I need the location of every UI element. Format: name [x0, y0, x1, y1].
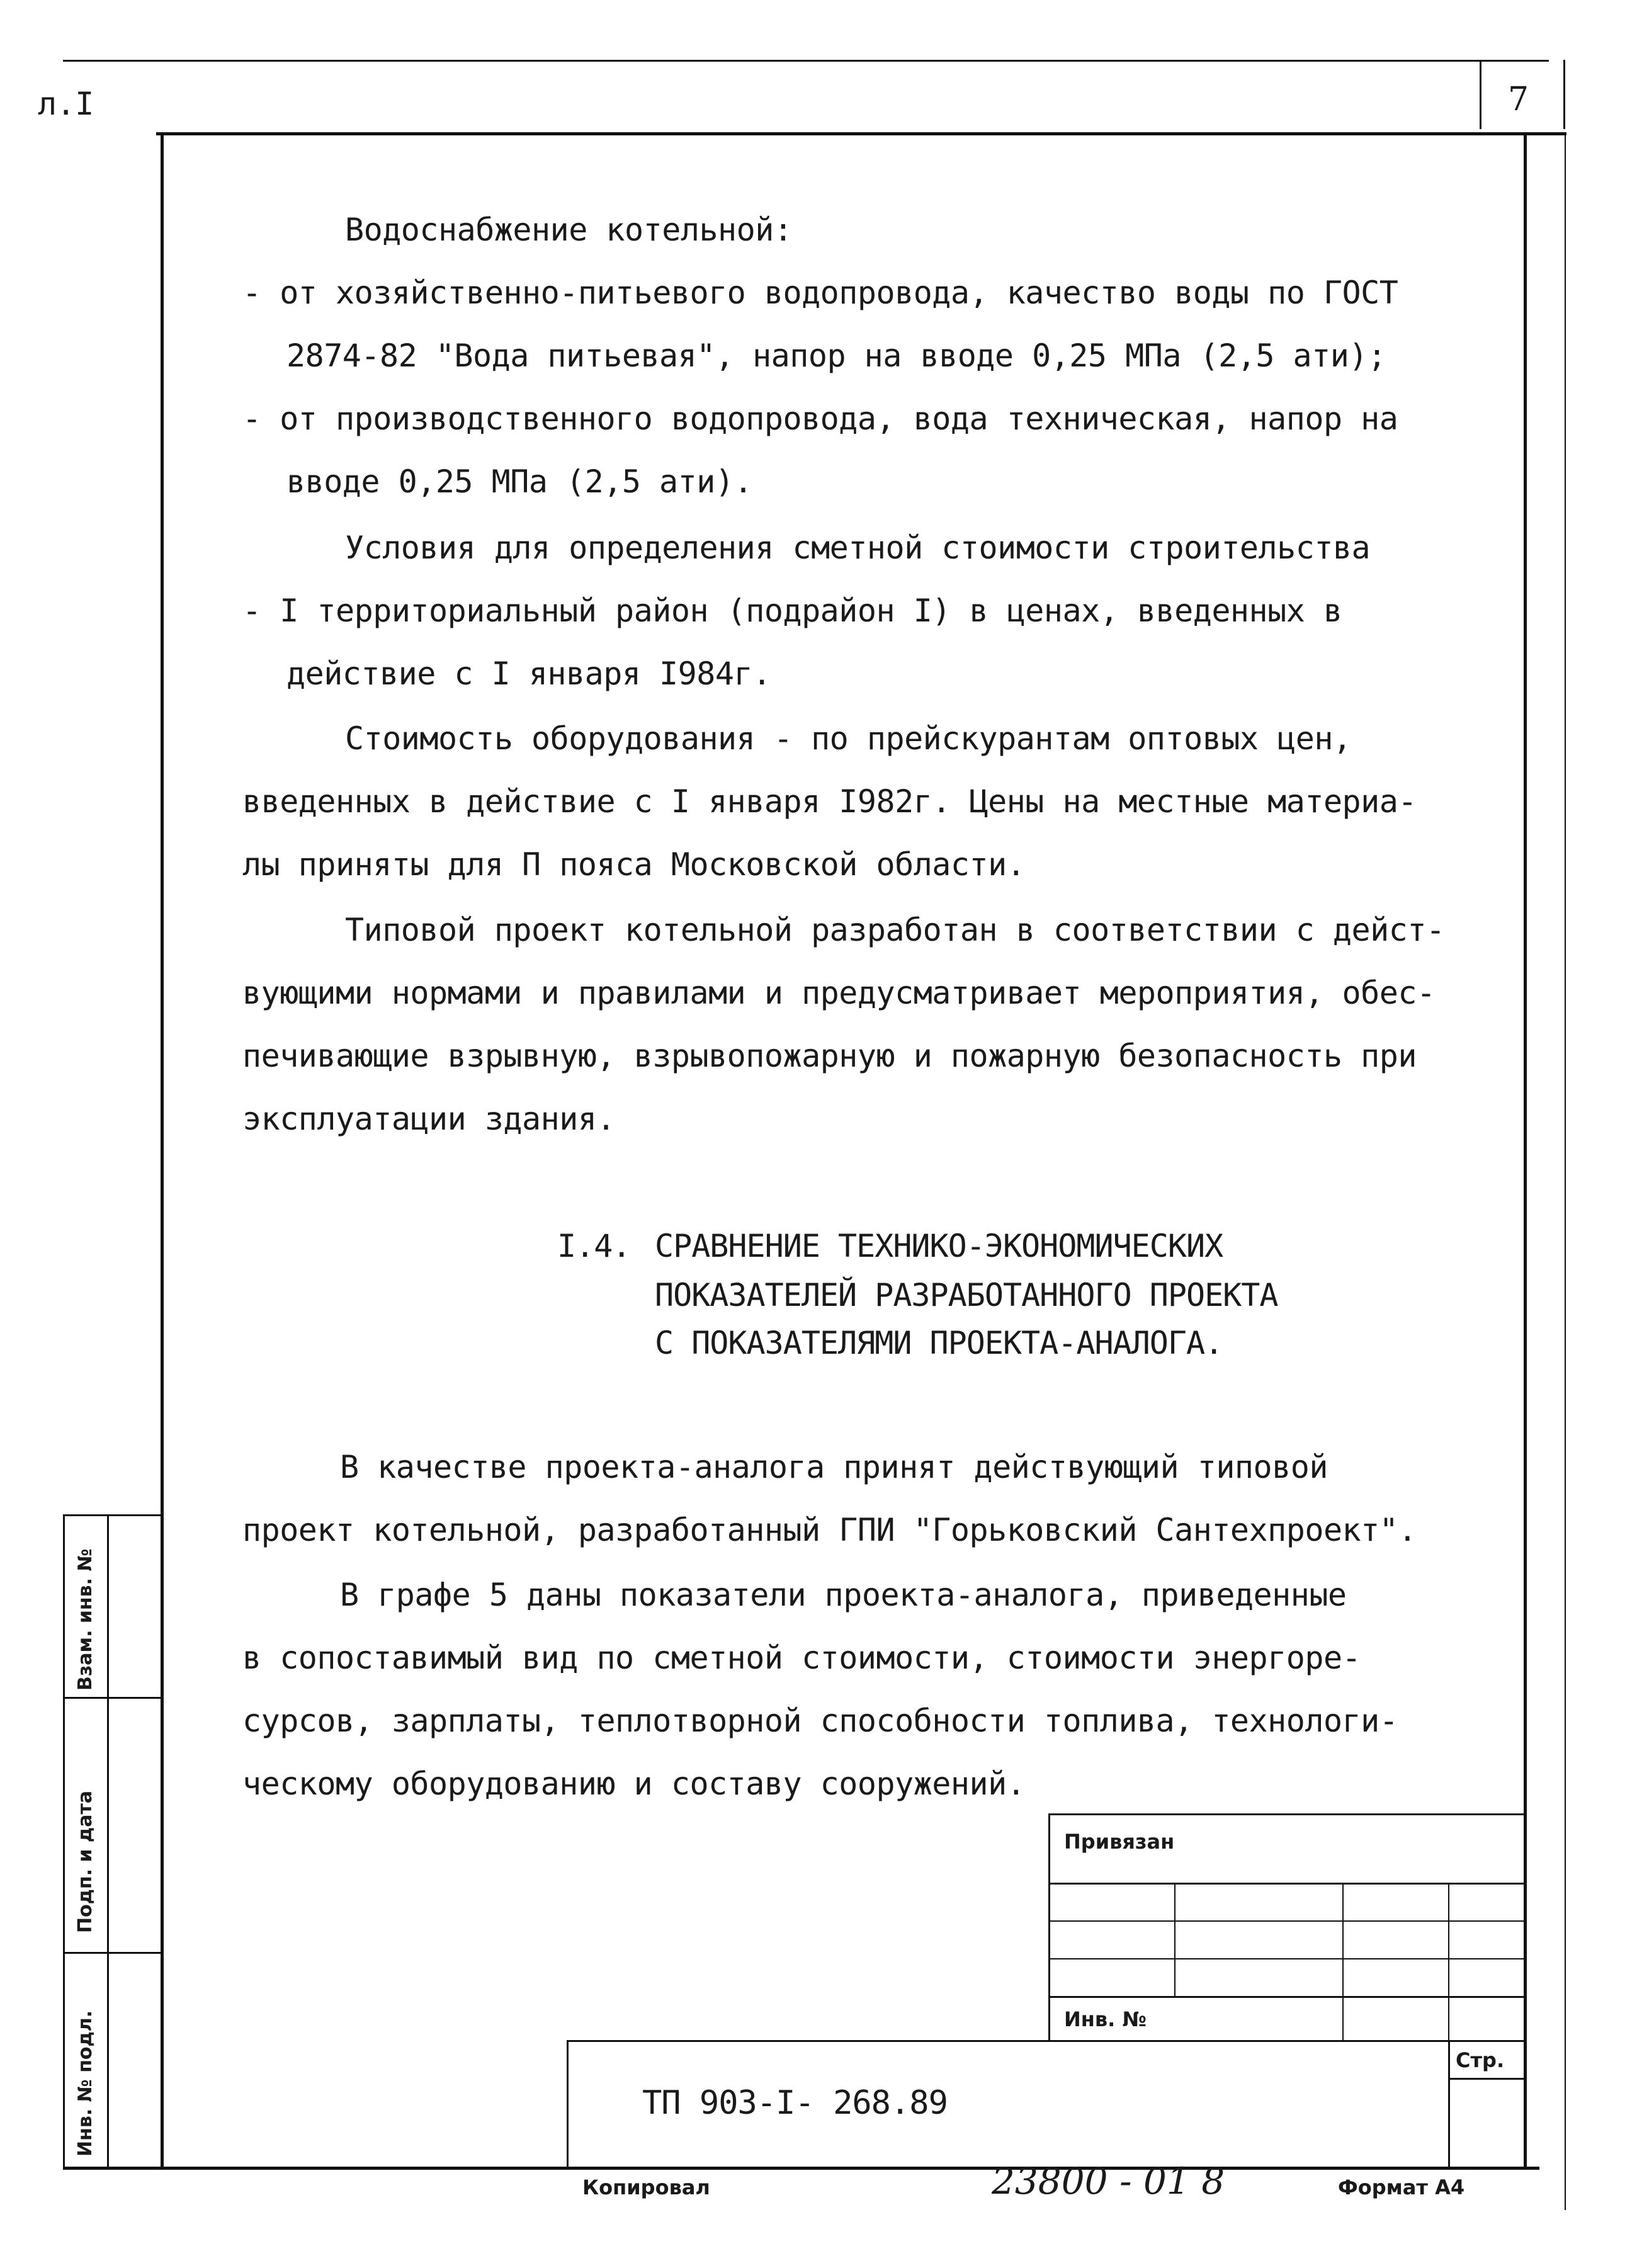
privyazan-label: Привязан — [1064, 1830, 1175, 1854]
frame-bottom — [63, 2167, 1539, 2170]
title-block-row-3 — [1048, 1958, 1527, 1959]
page-number-divider — [1480, 60, 1481, 129]
cost-title: Условия для определения сметной стоимости строительства — [345, 530, 1371, 566]
typical-line-3: печивающие взрывную, взрывопожарную и пожарную безопасность при — [242, 1038, 1417, 1074]
title-block-row-2 — [1048, 1920, 1527, 1922]
section-heading-line-1: СРАВНЕНИЕ ТЕХНИКО-ЭКОНОМИЧЕСКИХ — [655, 1228, 1223, 1264]
typical-line-4: эксплуатации здания. — [242, 1101, 616, 1137]
section-number: I.4. — [557, 1228, 631, 1264]
graph-line-3: сурсов, зарплаты, теплотворной способности топлива, технологи- — [242, 1703, 1398, 1739]
page-number-box-right — [1563, 60, 1565, 129]
analog-line-1: В качестве проекта-аналога принят действующий типовой — [340, 1449, 1328, 1485]
section-heading-line-3: С ПОКАЗАТЕЛЯМИ ПРОЕКТА-АНАЛОГА. — [655, 1325, 1223, 1361]
title-block-col-2 — [1342, 1883, 1344, 2040]
doc-code-box-left — [567, 2040, 569, 2169]
title-block-top — [1048, 1813, 1527, 1815]
cost-line-1a: - I территориальный район (подрайон I) в ценах, введенных в — [242, 593, 1342, 629]
side-label-inv-podl: Инв. № подл. — [74, 2010, 96, 2157]
graph-line-1: В графе 5 даны показатели проекта-аналога, приведенные — [340, 1577, 1347, 1613]
equipment-line-2: введенных в действие с I января I982г. Цены на местные материа- — [242, 783, 1417, 820]
typical-line-2: вующими нормами и правилами и предусматривает мероприятия, обес- — [242, 975, 1436, 1011]
format-label: Формат А4 — [1338, 2175, 1465, 2199]
water-line-1a: - от хозяйственно-питьевого водопровода, качество воды по ГОСТ — [242, 275, 1398, 311]
title-block-col-3 — [1448, 1883, 1449, 2040]
doc-code-box-top — [567, 2040, 1527, 2042]
water-line-2b: вводе 0,25 МПа (2,5 ати). — [286, 463, 753, 500]
typical-line-1: Типовой проект котельной разработан в соответствии с дейст- — [345, 912, 1445, 948]
title-block-row-1 — [1048, 1883, 1527, 1885]
title-block-left — [1048, 1813, 1050, 2041]
sheet-label: л.I — [38, 86, 94, 122]
equipment-line-3: лы приняты для П пояса Московской области. — [242, 846, 1026, 883]
handwritten-code: 23800 - 01 8 — [992, 2160, 1225, 2203]
side-label-podp-data: Подп. и дата — [74, 1790, 96, 1933]
side-stamp-outer — [63, 1514, 65, 2169]
section-heading-line-2: ПОКАЗАТЕЛЕЙ РАЗРАБОТАННОГО ПРОЕКТА — [655, 1277, 1278, 1313]
document-code: ТП 903-I- 268.89 — [642, 2084, 948, 2122]
side-stamp-divider — [107, 1514, 109, 2169]
title-block-col-1 — [1174, 1883, 1175, 1996]
top-rule — [63, 60, 1549, 62]
frame-right — [1524, 132, 1527, 2170]
str-label: Стр. — [1456, 2048, 1505, 2072]
doc-code-box-right — [1448, 2040, 1450, 2169]
water-line-2a: - от производственного водопровода, вода техническая, напор на — [242, 400, 1398, 437]
title-block-row-4 — [1048, 1996, 1527, 1998]
side-stamp-top — [63, 1514, 164, 1516]
page-number: 7 — [1508, 81, 1529, 118]
frame-outer-right — [1565, 132, 1566, 2210]
side-label-vzam-inv: Взам. инв. № — [74, 1548, 96, 1691]
side-stamp-sep-1 — [63, 1697, 164, 1699]
inv-no-label: Инв. № — [1064, 2007, 1147, 2031]
graph-line-4: ческому оборудованию и составу сооружений. — [242, 1766, 1026, 1802]
cost-line-1b: действие с I января I984г. — [286, 655, 771, 692]
analog-line-2: проект котельной, разработанный ГПИ "Горьковский Сантехпроект". — [242, 1512, 1417, 1548]
water-line-1b: 2874-82 "Вода питьевая", напор на вводе 0,25 МПа (2,5 ати); — [286, 337, 1386, 374]
frame-top — [156, 132, 1566, 135]
equipment-line-1: Стоимость оборудования - по прейскурантам оптовых цен, — [345, 720, 1352, 757]
frame-left — [161, 132, 164, 2170]
kopiroval-label: Копировал — [582, 2175, 710, 2199]
graph-line-2: в сопоставимый вид по сметной стоимости, стоимости энергоре- — [242, 1640, 1361, 1676]
side-stamp-sep-2 — [63, 1952, 164, 1954]
water-title: Водоснабжение котельной: — [345, 212, 793, 248]
str-cell-divider — [1448, 2078, 1527, 2080]
